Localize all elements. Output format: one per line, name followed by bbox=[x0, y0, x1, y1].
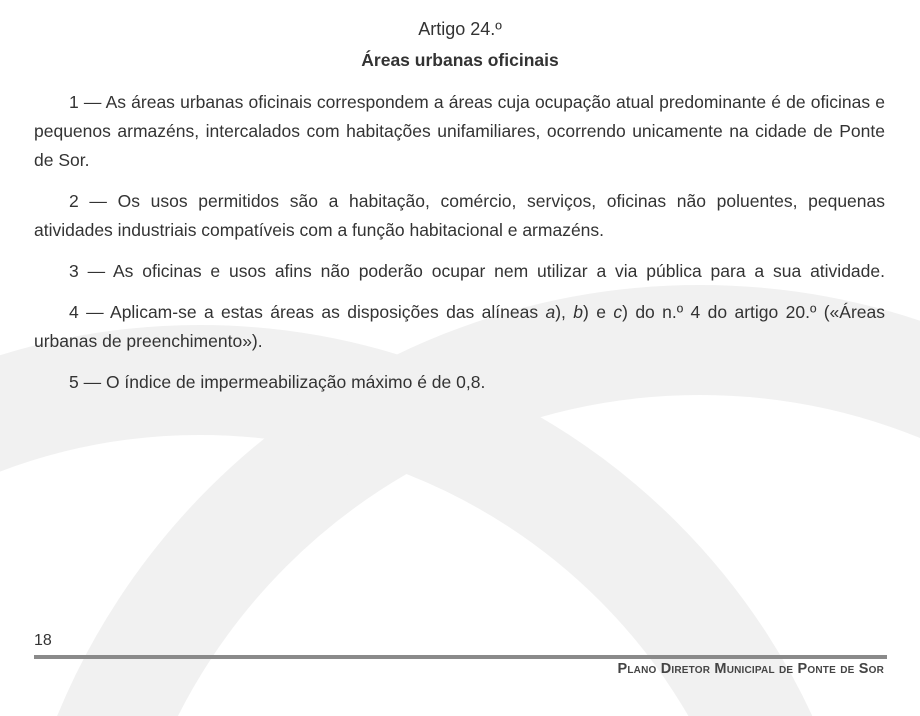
footer-divider bbox=[34, 655, 887, 659]
paragraph-4-start: 4 — Aplicam-se a estas áreas as disposições das alíneas bbox=[69, 302, 546, 322]
separator-2: ) e bbox=[583, 302, 614, 322]
item-a: a bbox=[545, 302, 556, 322]
page-number: 18 bbox=[34, 632, 52, 649]
item-b: b bbox=[573, 302, 584, 322]
paragraph-2: 2 — Os usos permitidos são a habitação, comércio, serviços, oficinas não poluentes, pequenas atividades industriais compatíveis com a função habitacional e armazéns. bbox=[34, 191, 885, 240]
separator-1: ), bbox=[555, 302, 574, 322]
item-c: c bbox=[613, 302, 623, 322]
paragraph-4 bbox=[34, 298, 885, 356]
footer-document-title: Plano Diretor Municipal de Ponte de Sor bbox=[617, 661, 884, 677]
article-title: Áreas urbanas oficinais bbox=[361, 50, 559, 70]
article-number: Artigo 24.º bbox=[418, 19, 502, 39]
paragraph-3: 3 — As oficinas e usos afins não poderão ocupar nem utilizar a via pública para a sua atividade. bbox=[69, 261, 885, 281]
paragraph-4-end: ) do n.º 4 do artigo 20.º («Áreas urbanas de preenchimento»). bbox=[34, 302, 885, 351]
paragraph-5: 5 — O índice de impermeabilização máximo é de 0,8. bbox=[69, 372, 486, 392]
article-body bbox=[34, 88, 885, 409]
paragraph-1: 1 — As áreas urbanas oficinais correspondem a áreas cuja ocupação atual predominante é de oficinas e pequenos armazéns, intercalados com habitações unifamiliares, ocorrendo unicamente na cidade de Ponte de Sor. bbox=[34, 92, 885, 170]
